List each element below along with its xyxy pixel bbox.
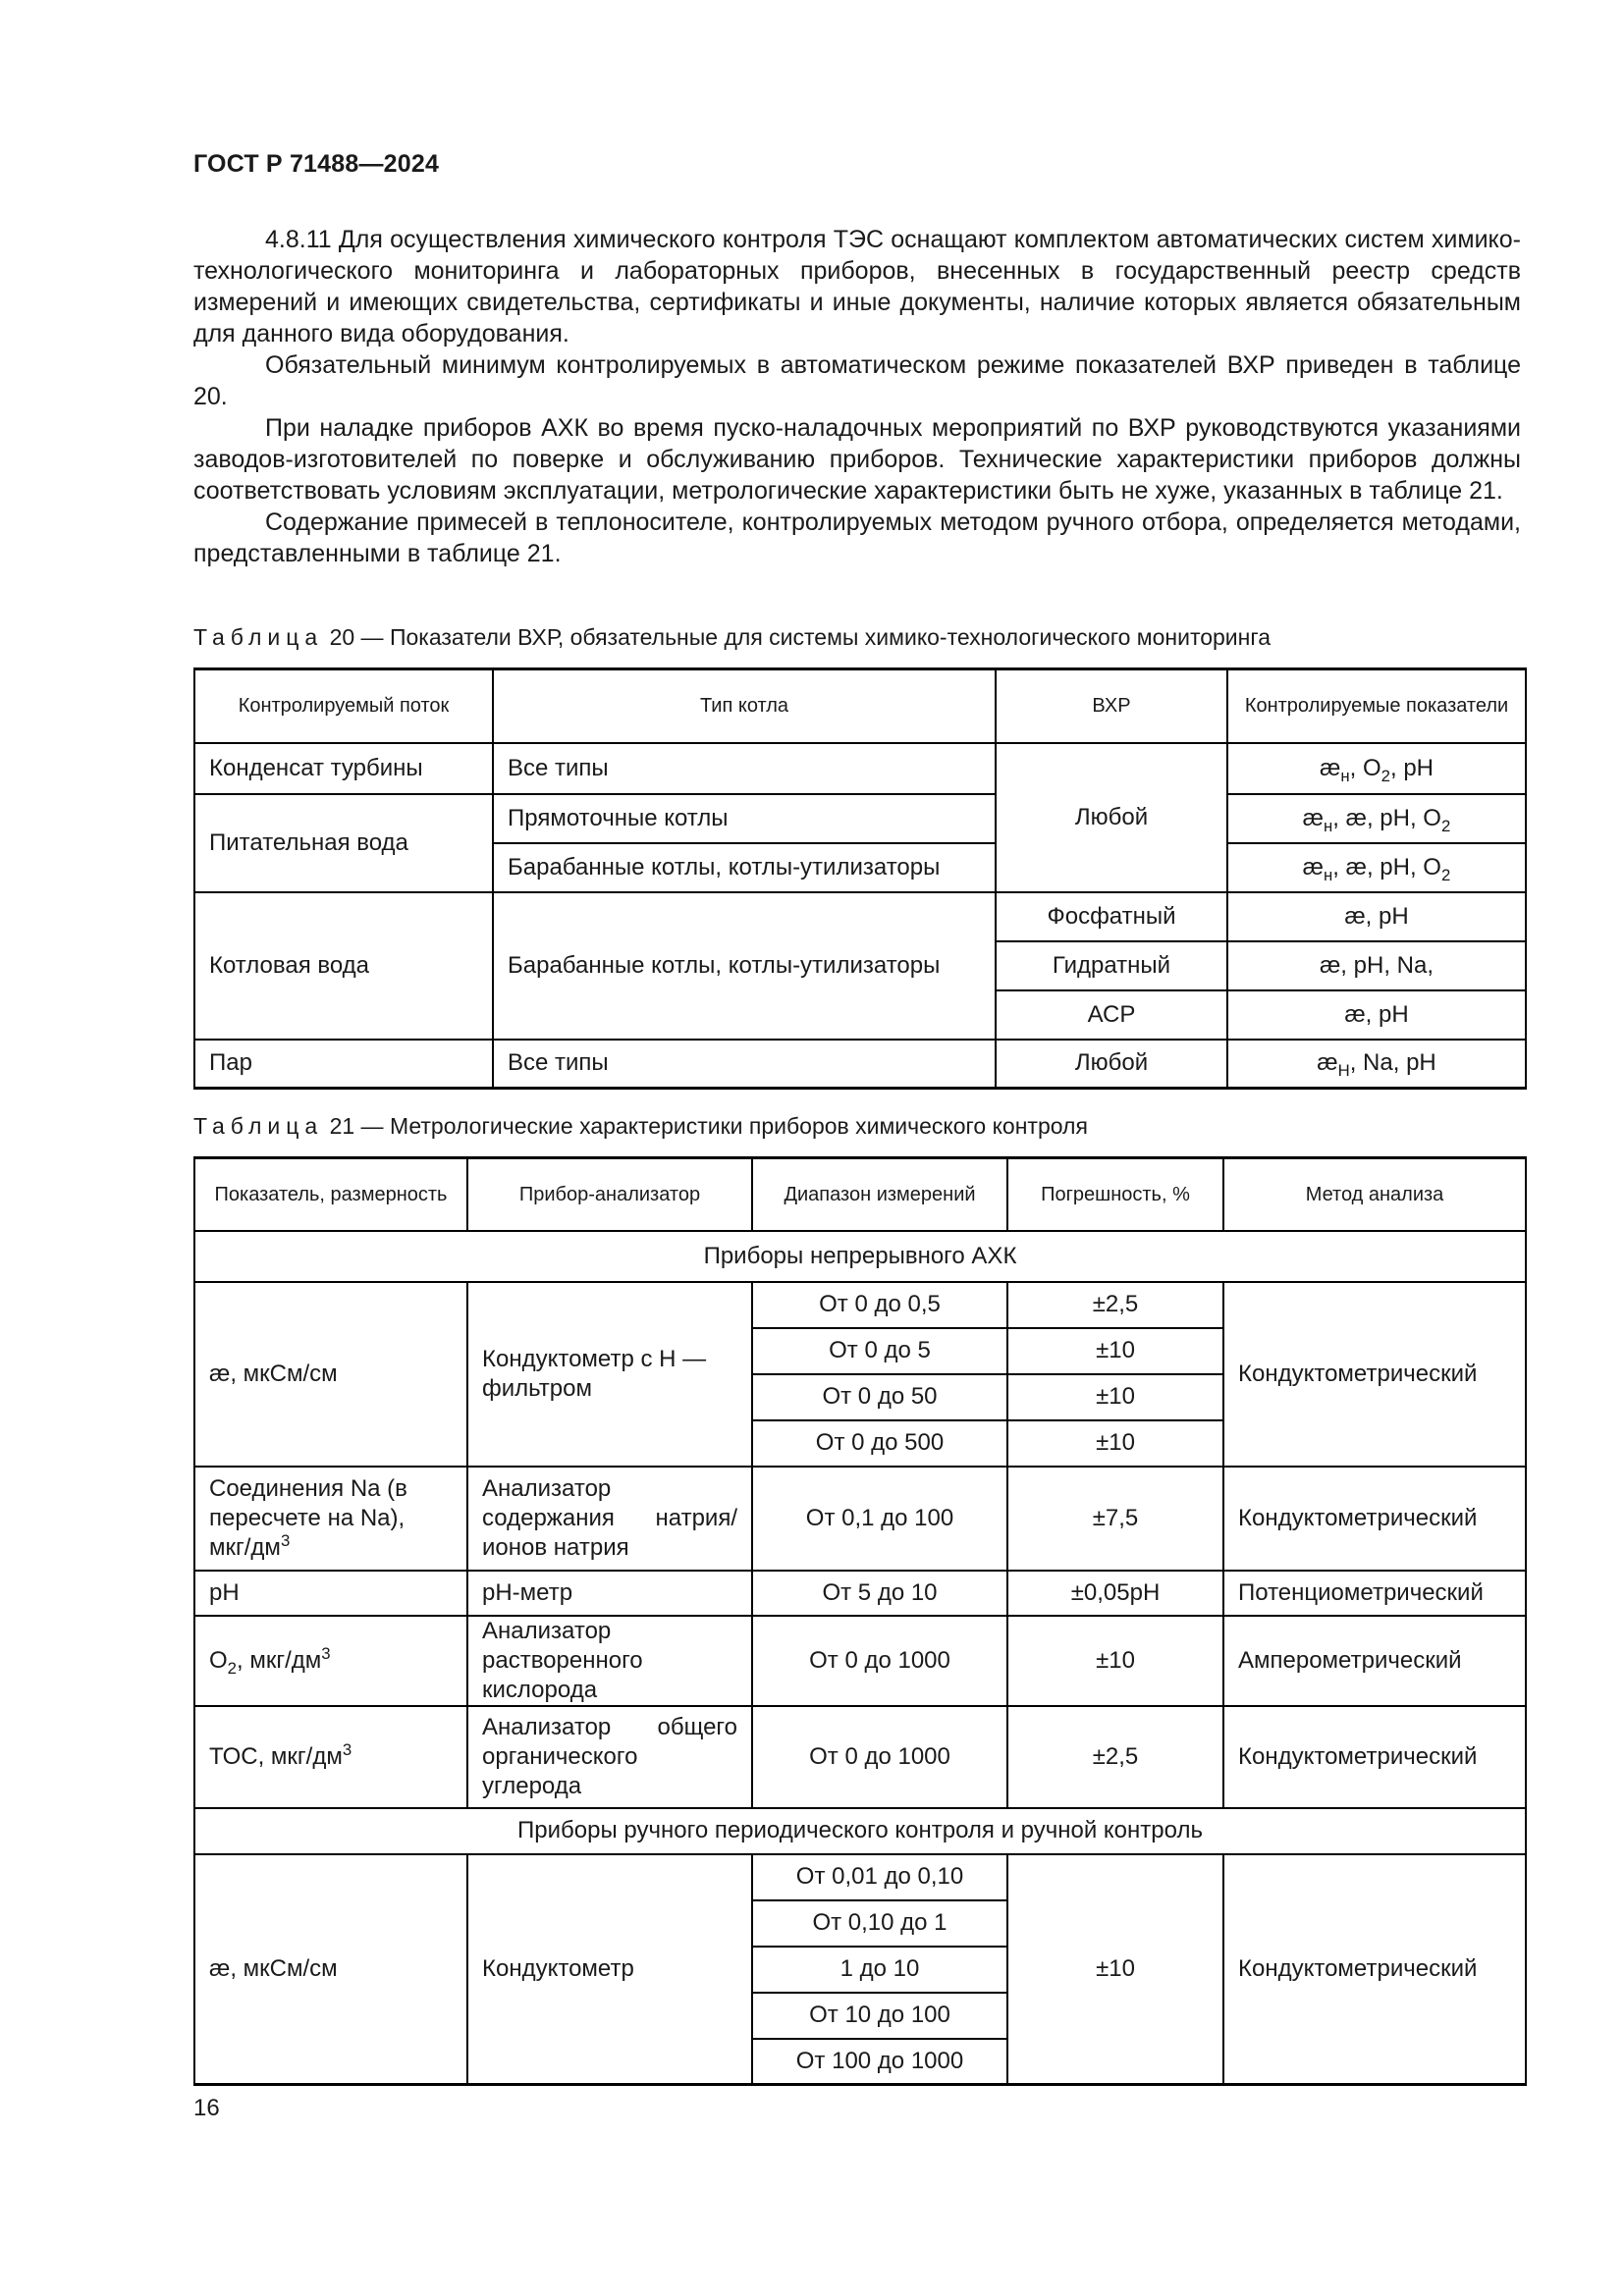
table20-header-boiler: Тип котла [493,669,996,743]
cell-indicators: æ, pH [1227,892,1526,941]
cell-range: От 0 до 5 [752,1328,1007,1374]
cell-device: Кондуктометр [467,1854,752,2085]
cell-range: От 10 до 100 [752,1993,1007,2039]
section-row [194,1231,1526,1282]
cell-boiler: Барабанные котлы, котлы-утилизаторы [493,892,996,1040]
table-row [194,1282,1526,1328]
table21-caption [193,1113,1088,1140]
cell-error: ±2,5 [1007,1282,1223,1328]
cell-device: Анализатор растворенного кислорода [467,1616,752,1706]
cell-indicators: æ, pH [1227,990,1526,1040]
cell-vhr: Любой [996,743,1227,892]
table20-caption [193,624,1271,651]
cell-method: Потенциометрический [1223,1571,1526,1616]
paragraph-adjustment: При наладке приборов АХК во время пуско-наладочных мероприятий по ВХР руководствуются указаниями заводов-изготовителей по поверке и обслуживанию приборов. Технические характеристики приборов должны соответствовать условиям эксплуатации, метрологические характеристики быть не хуже, указанных в таблице 21. [193,414,1521,505]
cell-indicators: æ, pH, Na, [1227,941,1526,990]
table-row [194,1616,1526,1706]
cell-indicator: $O_2$, мкг/$дм^3$ [194,1616,467,1706]
cell-range: От 0 до 1000 [752,1706,1007,1808]
cell-boiler: Прямоточные котлы [493,794,996,843]
table-row [194,1706,1526,1808]
cell-flow: Питательная вода [194,794,493,892]
cell-device: Анализатор содержания натрия/ионов натрия [467,1467,752,1571]
cell-range: От 100 до 1000 [752,2039,1007,2085]
section-continuous: Приборы непрерывного АХК [194,1231,1526,1282]
cell-device: Анализатор общего органического углерода [467,1706,752,1808]
section-row [194,1808,1526,1854]
cell-flow: Конденсат турбины [194,743,493,794]
cell-vhr: Любой [996,1040,1227,1089]
cell-error: ±10 [1007,1616,1223,1706]
cell-vhr: Гидратный [996,941,1227,990]
cell-indicators: $æ_н$, æ, pH, $O_2$ [1227,843,1526,892]
paragraph-4-8-11: 4.8.11 Для осуществления химического контроля ТЭС оснащают комплектом автоматических систем химико-технологического мониторинга и лабораторных приборов, внесенных в государственный реестр средств измерений и имеющих свидетельства, сертификаты и иные документы, наличие которых является обязательным для данного вида оборудования. [193,226,1521,347]
table21-header-row [194,1158,1526,1231]
table21-caption-text: 21 — Метрологические характеристики приборов химического контроля [329,1113,1088,1139]
cell-indicators: $æ_Н$, Na, pH [1227,1040,1526,1089]
cell-range: От 5 до 10 [752,1571,1007,1616]
cell-error: ±2,5 [1007,1706,1223,1808]
cell-device: Кондуктометр с Н — фильтром [467,1282,752,1467]
table-20 [193,667,1527,1090]
cell-indicator: pH [194,1571,467,1616]
page-number: 16 [193,2095,220,2121]
cell-indicator: Соединения Na (в пересчете на Na), мкг/$дм^3$ [194,1467,467,1571]
table20-caption-text: 20 — Показатели ВХР, обязательные для системы химико-технологического мониторинга [329,624,1272,650]
cell-range: От 0 до 500 [752,1420,1007,1467]
cell-boiler: Все типы [493,743,996,794]
table20-header-vhr: ВХР [996,669,1227,743]
cell-range: От 0,1 до 100 [752,1467,1007,1571]
cell-range: От 0 до 0,5 [752,1282,1007,1328]
cell-range: От 0,01 до 0,10 [752,1854,1007,1900]
table-row [194,1854,1526,1900]
cell-range: От 0 до 50 [752,1374,1007,1420]
table-row [194,892,1526,941]
cell-boiler: Барабанные котлы, котлы-утилизаторы [493,843,996,892]
table21-header-device: Прибор-анализатор [467,1158,752,1231]
cell-indicator: æ, мкСм/см [194,1282,467,1467]
cell-method: Кондуктометрический [1223,1706,1526,1808]
table-row [194,1571,1526,1616]
table20-caption-word: Таблица [193,624,324,650]
table20-header-row [194,669,1526,743]
cell-error: ±10 [1007,1328,1223,1374]
cell-flow: Пар [194,1040,493,1089]
cell-flow: Котловая вода [194,892,493,1040]
body-text [193,224,1521,569]
table21-caption-word: Таблица [193,1113,324,1139]
table21-header-error: Погрешность, % [1007,1158,1223,1231]
cell-vhr: Фосфатный [996,892,1227,941]
cell-method: Кондуктометрический [1223,1282,1526,1467]
cell-error: ±10 [1007,1374,1223,1420]
cell-error: ±0,05pH [1007,1571,1223,1616]
table21-header-indicator: Показатель, размерность [194,1158,467,1231]
table-row [194,743,1526,794]
table-row [194,1040,1526,1089]
paragraph-table20-ref: Обязательный минимум контролируемых в автоматическом режиме показателей ВХР приведен в таблице 20. [193,351,1521,410]
cell-vhr: АСР [996,990,1227,1040]
table21-header-method: Метод анализа [1223,1158,1526,1231]
cell-range: 1 до 10 [752,1947,1007,1993]
document-header: ГОСТ Р 71488—2024 [193,150,440,178]
paragraph-impurities: Содержание примесей в теплоносителе, контролируемых методом ручного отбора, определяется методами, представленными в таблице 21. [193,508,1521,567]
table-21 [193,1156,1527,2086]
cell-method: Амперометрический [1223,1616,1526,1706]
cell-indicators: $æ_н$, æ, pH, $O_2$ [1227,794,1526,843]
cell-error: ±7,5 [1007,1467,1223,1571]
section-manual: Приборы ручного периодического контроля и ручной контроль [194,1808,1526,1854]
cell-device: pH-метр [467,1571,752,1616]
cell-error: ±10 [1007,1420,1223,1467]
cell-method: Кондуктометрический [1223,1467,1526,1571]
table-row [194,1467,1526,1571]
cell-error: ±10 [1007,1854,1223,2085]
cell-indicators: $æ_н$, $O_2$, pH [1227,743,1526,794]
cell-method: Кондуктометрический [1223,1854,1526,2085]
table20-header-indicators: Контролируемые показатели [1227,669,1526,743]
cell-indicator: ТОС, мкг/$дм^3$ [194,1706,467,1808]
cell-indicator: æ, мкСм/см [194,1854,467,2085]
table20-header-flow: Контролируемый поток [194,669,493,743]
cell-boiler: Все типы [493,1040,996,1089]
cell-range: От 0,10 до 1 [752,1900,1007,1947]
table21-header-range: Диапазон измерений [752,1158,1007,1231]
cell-range: От 0 до 1000 [752,1616,1007,1706]
table-row [194,794,1526,843]
